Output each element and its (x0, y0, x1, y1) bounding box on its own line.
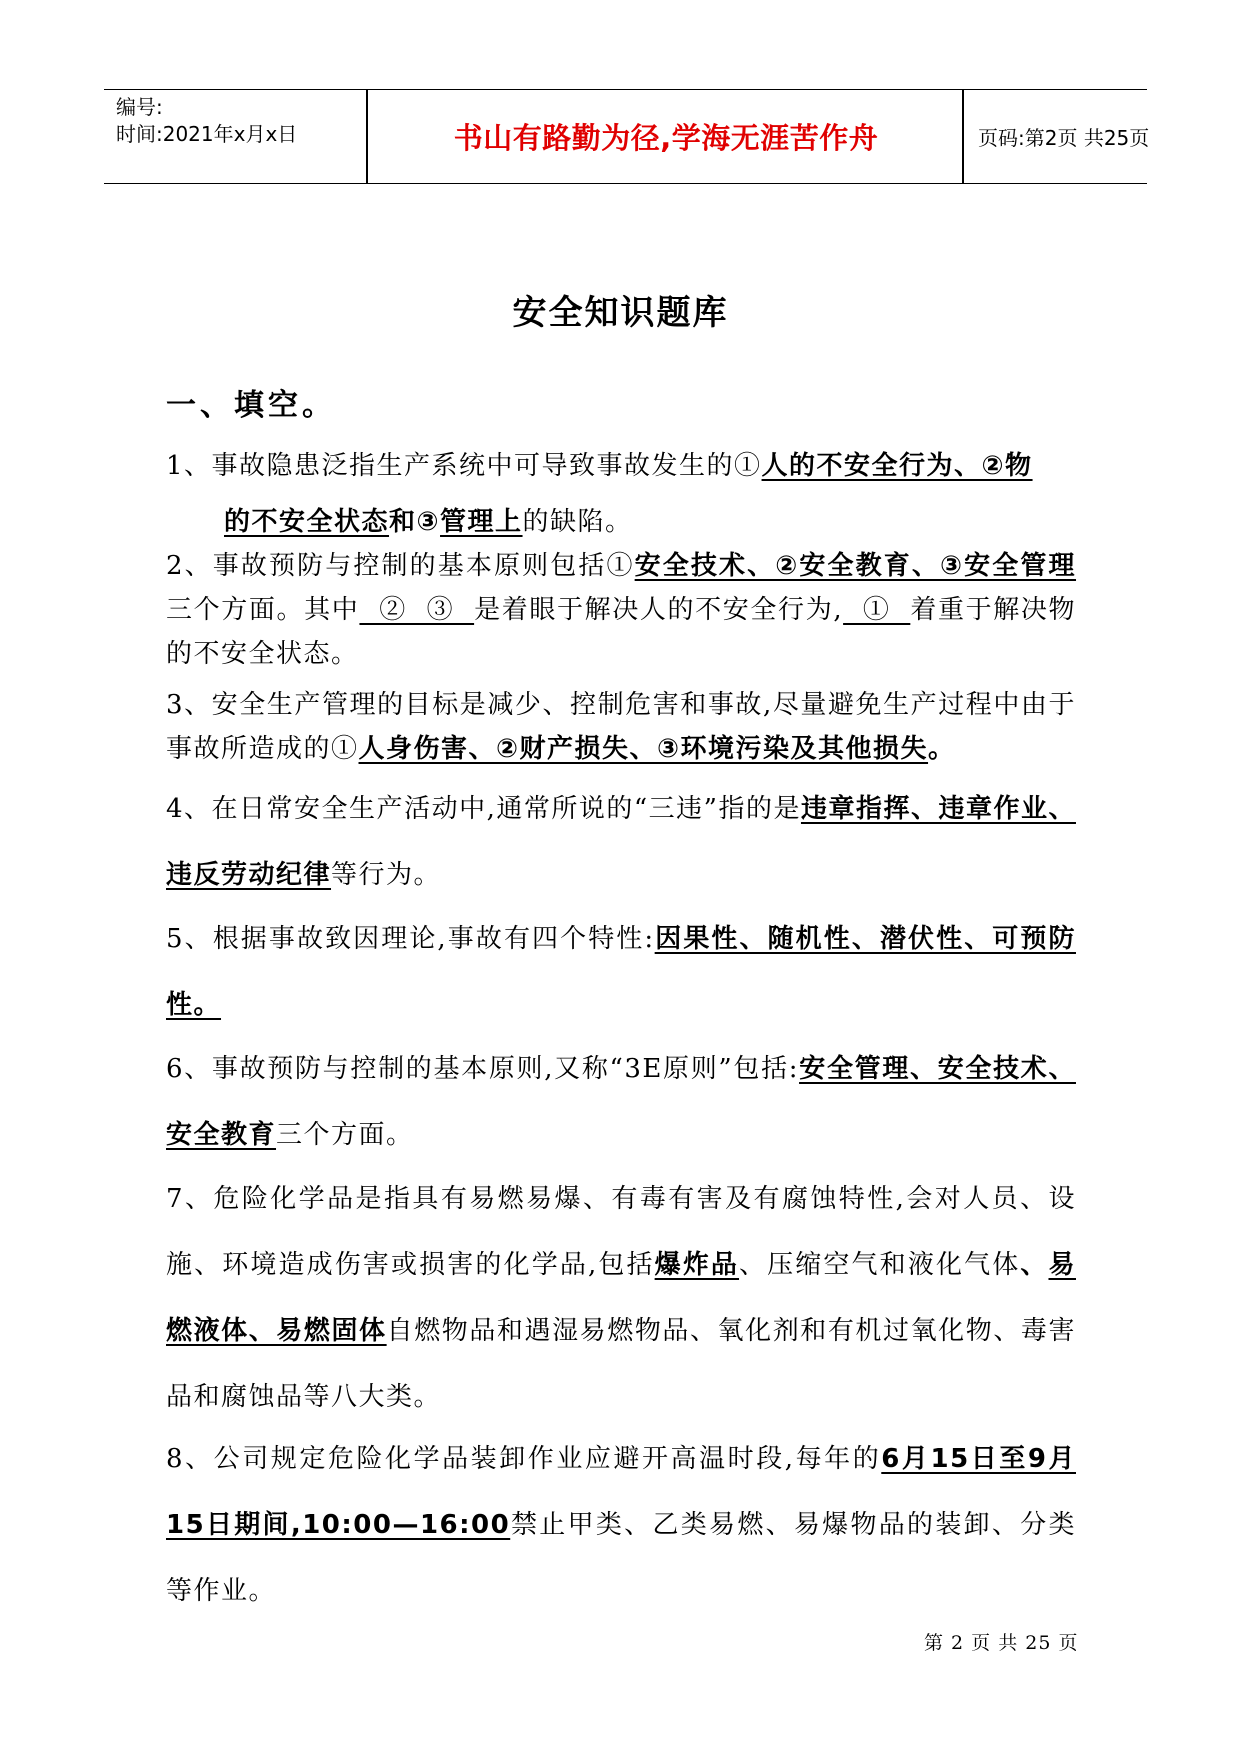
document-title: 安全知识题库 (512, 293, 729, 333)
question-text: 等行为。 (331, 860, 442, 890)
header-divider (366, 90, 368, 183)
page-footer: 第 2 页 共 25 页 (924, 1632, 1079, 1654)
question-text: 4、在日常安全生产活动中,通常所说的“三违”指的是 (166, 794, 801, 824)
answer: 安全管理、安全技术、安全教育 (166, 1054, 1076, 1150)
page-header (104, 89, 1150, 184)
answer: 爆炸品 (654, 1250, 740, 1280)
answer: 6月15日至9月15日期间,10:00—16:00 (166, 1444, 1076, 1540)
question-3 (166, 683, 1076, 771)
header-divider (962, 90, 964, 183)
question-text: 7、危险化学品是指具有易燃易爆、有毒有害及有腐蚀特性,会对人员、设施、环境造成伤害或损害的化学品,包括 (166, 1184, 1076, 1280)
question-2 (166, 544, 1076, 676)
question-text: 5、根据事故致因理论,事故有四个特性: (166, 924, 655, 954)
question-text: 、 (1020, 1250, 1049, 1280)
question-text: 2、事故预防与控制的基本原则包括① (166, 551, 635, 581)
question-text: 着重于解决物的不安全状态。 (166, 595, 1076, 669)
answer-blank: ① (843, 595, 911, 625)
section-heading: 一、填空。 (166, 388, 336, 423)
answer: 安全技术、②安全教育、③安全管理 (634, 551, 1077, 581)
question-text: 8、公司规定危险化学品装卸作业应避开高温时段,每年的 (166, 1444, 882, 1474)
question-text: 3、安全生产管理的目标是减少、控制危害和事故,尽量避免生产过程中由于事故所造成的① (166, 690, 1076, 764)
question-text: 三个方面。 (276, 1120, 414, 1150)
question-text: 三个方面。其中 (166, 595, 360, 625)
header-page-number: 页码:第2页 共25页 (978, 126, 1150, 150)
answer: 的不安全状态 (224, 507, 390, 537)
answer: 人的不安全行为、②物 (761, 451, 1033, 481)
answer-blank: ② ③ (359, 595, 475, 625)
question-text: 6、事故预防与控制的基本原则,又称“3E原则”包括: (166, 1054, 800, 1084)
question-text: 自燃物品和遇湿易燃物品、氧化剂和有机过氧化物、毒害品和腐蚀品等八大类。 (166, 1316, 1076, 1412)
question-5 (166, 906, 1076, 1038)
question-1 (166, 438, 1076, 550)
answer: 违章指挥、违章作业、违反劳动纪律 (166, 794, 1076, 890)
question-text: 。 (928, 734, 956, 764)
time-label: 时间:2021年x月x日 (116, 122, 298, 146)
answer: 易燃液体、易燃固体 (166, 1250, 1076, 1346)
question-8 (166, 1426, 1076, 1624)
question-text: 1、事故隐患泛指生产系统中可导致事故发生的① (166, 451, 762, 481)
answer: 管理上 (440, 507, 523, 537)
question-7 (166, 1166, 1076, 1430)
answer: 因果性、随机性、潜伏性、可预防性。 (166, 924, 1076, 1020)
question-text: 的缺陷。 (522, 507, 633, 537)
question-4 (166, 776, 1076, 908)
question-text: 和③ (389, 507, 441, 537)
question-text: 、压缩空气和液化气体 (739, 1250, 1021, 1280)
header-info (116, 94, 366, 148)
answer: 人身伤害、②财产损失、③环境污染及其他损失 (358, 734, 929, 764)
header-motto: 书山有路勤为径,学海无涯苦作舟 (453, 121, 879, 155)
question-text: 是着眼于解决人的不安全行为, (474, 595, 844, 625)
serial-number-label: 编号: (116, 95, 163, 119)
question-text: 禁止甲类、乙类易燃、易爆物品的装卸、分类等作业。 (166, 1510, 1076, 1606)
question-6 (166, 1036, 1076, 1168)
